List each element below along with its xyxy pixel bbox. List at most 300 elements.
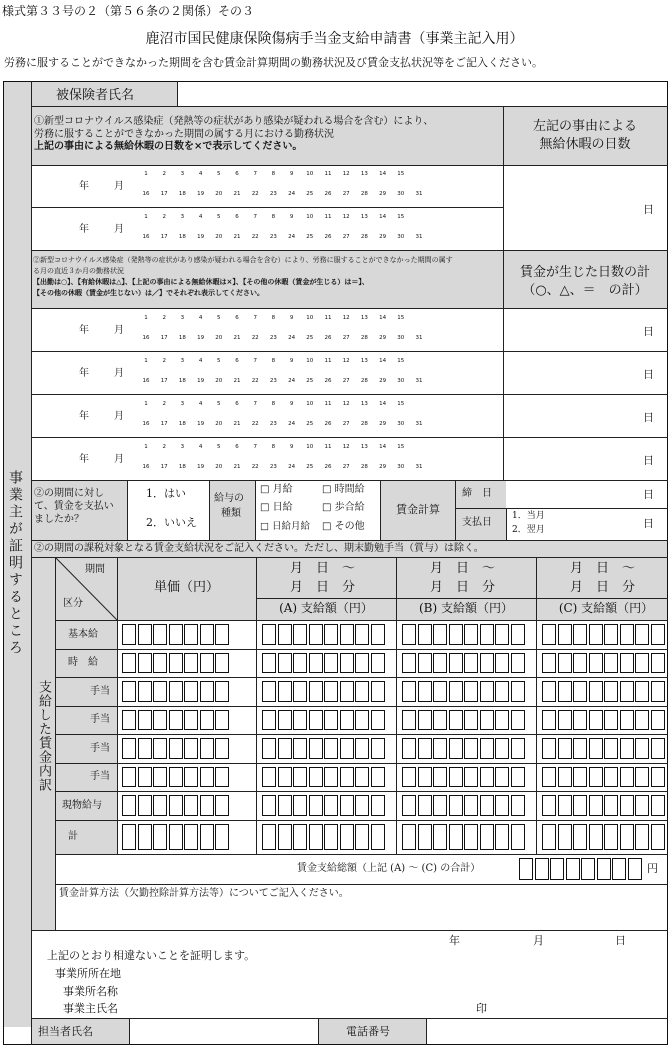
digit-box[interactable]: [418, 767, 432, 787]
day-number[interactable]: 16: [142, 463, 150, 470]
payment-yes[interactable]: 1．はい: [146, 487, 186, 500]
day-number[interactable]: 27: [342, 334, 350, 341]
digit-box[interactable]: [542, 624, 556, 645]
day-count-field[interactable]: [504, 352, 640, 393]
digit-box[interactable]: [542, 795, 556, 816]
day-number[interactable]: 29: [379, 191, 387, 197]
day-number[interactable]: 25: [306, 191, 314, 197]
digit-box[interactable]: [495, 795, 509, 816]
day-number[interactable]: 2: [162, 357, 166, 364]
opt-other-checkbox[interactable]: □ その他: [322, 521, 365, 532]
day-number[interactable]: 17: [160, 463, 168, 470]
day-number[interactable]: 22: [251, 463, 259, 470]
day-number[interactable]: 28: [360, 233, 368, 240]
digit-box[interactable]: [340, 767, 354, 787]
digit-box[interactable]: [215, 738, 229, 759]
opt-monthly-checkbox[interactable]: □ 月給: [260, 484, 293, 495]
digit-box[interactable]: [278, 767, 292, 787]
day-number[interactable]: 20: [215, 334, 223, 341]
digit-box[interactable]: [480, 653, 494, 673]
day-number[interactable]: 3: [180, 357, 185, 364]
day-number[interactable]: 10: [306, 357, 314, 364]
digit-box[interactable]: [153, 681, 167, 702]
digit-box[interactable]: [433, 710, 447, 730]
digit-box[interactable]: [402, 738, 416, 759]
digit-box[interactable]: [480, 681, 494, 702]
day-number[interactable]: 1: [144, 400, 148, 407]
staff-name-field[interactable]: [130, 1019, 317, 1044]
digit-box[interactable]: [418, 710, 432, 730]
day-number[interactable]: 6: [235, 314, 239, 321]
day-number[interactable]: 18: [178, 191, 186, 197]
digit-box[interactable]: [589, 710, 603, 730]
day-number[interactable]: 11: [324, 443, 332, 450]
digit-box[interactable]: [542, 824, 556, 850]
day-number[interactable]: 26: [324, 233, 332, 240]
digit-box[interactable]: [511, 710, 525, 730]
digit-box[interactable]: [558, 681, 572, 702]
digit-box[interactable]: [278, 824, 292, 850]
digit-box[interactable]: [293, 653, 307, 673]
digit-box[interactable]: [355, 681, 369, 702]
digit-box[interactable]: [480, 767, 494, 787]
digit-box[interactable]: [511, 681, 525, 702]
digit-box[interactable]: [402, 653, 416, 673]
day-number[interactable]: 23: [269, 377, 277, 384]
day-number[interactable]: 23: [269, 233, 277, 240]
digit-box[interactable]: [355, 738, 369, 759]
digit-box[interactable]: [122, 738, 136, 759]
day-number[interactable]: 15: [397, 314, 405, 321]
digit-box[interactable]: [122, 710, 136, 730]
digit-box[interactable]: [589, 738, 603, 759]
digit-box[interactable]: [511, 738, 525, 759]
digit-box[interactable]: [464, 653, 478, 673]
calendar-row[interactable]: [32, 165, 502, 207]
day-number[interactable]: 5: [217, 443, 221, 450]
day-number[interactable]: 1: [144, 171, 148, 177]
digit-box[interactable]: [355, 795, 369, 816]
day-number[interactable]: 26: [324, 334, 332, 341]
day-number[interactable]: 1: [144, 443, 148, 450]
digit-box[interactable]: [169, 767, 183, 787]
day-number[interactable]: 11: [324, 357, 332, 364]
day-number[interactable]: 29: [379, 377, 387, 384]
digit-box[interactable]: [589, 795, 603, 816]
day-number[interactable]: 11: [324, 213, 332, 220]
digit-box[interactable]: [278, 624, 292, 645]
digit-box[interactable]: [620, 681, 634, 702]
day-number[interactable]: 3: [180, 443, 185, 450]
day-number[interactable]: 29: [379, 420, 387, 427]
day-number[interactable]: 17: [160, 191, 168, 197]
digit-box[interactable]: [464, 824, 478, 850]
day-number[interactable]: 20: [215, 191, 223, 197]
calendar-row[interactable]: [32, 351, 502, 394]
day-number[interactable]: 17: [160, 334, 168, 341]
day-number[interactable]: 4: [198, 400, 203, 407]
digit-box[interactable]: [153, 824, 167, 850]
digit-box[interactable]: [449, 738, 463, 759]
digit-box[interactable]: [153, 767, 167, 787]
day-number[interactable]: 18: [178, 334, 186, 341]
day-count-field[interactable]: [504, 166, 640, 249]
day-number[interactable]: 31: [415, 233, 423, 240]
digit-box[interactable]: [371, 653, 385, 673]
day-number[interactable]: 11: [324, 171, 332, 177]
day-number[interactable]: 26: [324, 463, 332, 470]
digit-box[interactable]: [200, 624, 214, 645]
digit-box[interactable]: [620, 738, 634, 759]
digit-box[interactable]: [480, 824, 494, 850]
day-number[interactable]: 14: [379, 357, 387, 364]
day-number[interactable]: 28: [360, 334, 368, 341]
digit-box[interactable]: [558, 795, 572, 816]
digit-box[interactable]: [169, 710, 183, 730]
digit-box[interactable]: [184, 824, 198, 850]
digit-box[interactable]: [371, 710, 385, 730]
day-number[interactable]: 4: [198, 213, 203, 220]
digit-box[interactable]: [371, 681, 385, 702]
day-number[interactable]: 23: [269, 420, 277, 427]
digit-box[interactable]: [542, 710, 556, 730]
digit-box[interactable]: [651, 653, 665, 673]
digit-box[interactable]: [200, 710, 214, 730]
day-number[interactable]: 21: [233, 420, 241, 427]
digit-box[interactable]: [371, 624, 385, 645]
digit-box[interactable]: [278, 738, 292, 759]
day-number[interactable]: 1: [144, 357, 148, 364]
digit-box[interactable]: [495, 738, 509, 759]
day-number[interactable]: 9: [289, 213, 294, 220]
day-number[interactable]: 15: [397, 171, 405, 177]
day-number[interactable]: 5: [217, 400, 221, 407]
day-number[interactable]: 1: [144, 213, 148, 220]
day-number[interactable]: 2: [162, 213, 166, 220]
day-number[interactable]: 15: [397, 213, 405, 220]
day-number[interactable]: 9: [289, 443, 294, 450]
digit-box[interactable]: [262, 624, 276, 645]
digit-box[interactable]: [495, 653, 509, 673]
calendar-row[interactable]: [32, 207, 502, 250]
digit-box[interactable]: [184, 795, 198, 816]
digit-box[interactable]: [464, 767, 478, 787]
day-number[interactable]: 2: [162, 314, 166, 321]
digit-box[interactable]: [620, 795, 634, 816]
digit-box[interactable]: [200, 767, 214, 787]
day-number[interactable]: 9: [289, 357, 294, 364]
day-number[interactable]: 13: [360, 213, 368, 220]
digit-box[interactable]: [184, 738, 198, 759]
day-number[interactable]: 8: [271, 357, 276, 364]
day-number[interactable]: 16: [142, 377, 150, 384]
this-month-option[interactable]: 1．当月: [512, 511, 545, 521]
digit-box[interactable]: [480, 738, 494, 759]
day-number[interactable]: 7: [253, 171, 257, 177]
digit-box[interactable]: [573, 795, 587, 816]
opt-daily-checkbox[interactable]: □ 日給: [260, 502, 293, 513]
day-number[interactable]: 31: [415, 334, 423, 341]
digit-box[interactable]: [542, 767, 556, 787]
digit-box[interactable]: [278, 681, 292, 702]
day-number[interactable]: 13: [360, 171, 368, 177]
digit-box[interactable]: [200, 795, 214, 816]
day-number[interactable]: 8: [271, 314, 276, 321]
digit-box[interactable]: [573, 681, 587, 702]
digit-box[interactable]: [604, 767, 618, 787]
digit-box[interactable]: [464, 624, 478, 645]
day-number[interactable]: 19: [197, 463, 205, 470]
digit-box[interactable]: [215, 624, 229, 645]
method-field[interactable]: [56, 902, 666, 929]
digit-box[interactable]: [573, 653, 587, 673]
digit-box[interactable]: [324, 824, 338, 850]
day-number[interactable]: 26: [324, 420, 332, 427]
day-number[interactable]: 4: [198, 314, 203, 321]
day-number[interactable]: 6: [235, 213, 239, 220]
digit-box[interactable]: [153, 710, 167, 730]
digit-box[interactable]: [138, 681, 152, 702]
digit-box[interactable]: [480, 795, 494, 816]
day-number[interactable]: 8: [271, 400, 276, 407]
day-number[interactable]: 22: [251, 191, 259, 197]
day-number[interactable]: 21: [233, 377, 241, 384]
digit-box[interactable]: [635, 624, 649, 645]
day-number[interactable]: 26: [324, 377, 332, 384]
day-number[interactable]: 15: [397, 357, 405, 364]
day-number[interactable]: 16: [142, 233, 150, 240]
day-number[interactable]: 30: [397, 233, 405, 240]
digit-box[interactable]: [262, 738, 276, 759]
digit-box[interactable]: [309, 824, 323, 850]
digit-box[interactable]: [418, 653, 432, 673]
digit-box[interactable]: [620, 624, 634, 645]
day-number[interactable]: 24: [288, 191, 296, 197]
digit-box[interactable]: [558, 738, 572, 759]
digit-box[interactable]: [651, 681, 665, 702]
day-number[interactable]: 28: [360, 377, 368, 384]
digit-box[interactable]: [138, 824, 152, 850]
digit-box[interactable]: [324, 767, 338, 787]
digit-box[interactable]: [355, 710, 369, 730]
digit-box[interactable]: [651, 824, 665, 850]
day-number[interactable]: 2: [162, 400, 166, 407]
digit-box[interactable]: [449, 795, 463, 816]
digit-box[interactable]: [604, 624, 618, 645]
digit-box[interactable]: [635, 653, 649, 673]
digit-box[interactable]: [651, 767, 665, 787]
day-number[interactable]: 7: [253, 400, 257, 407]
digit-box[interactable]: [309, 795, 323, 816]
digit-box[interactable]: [402, 624, 416, 645]
digit-box[interactable]: [138, 653, 152, 673]
day-number[interactable]: 30: [397, 463, 405, 470]
digit-box[interactable]: [604, 653, 618, 673]
phone-field[interactable]: [427, 1019, 666, 1044]
day-number[interactable]: 21: [233, 233, 241, 240]
day-number[interactable]: 5: [217, 357, 221, 364]
digit-box[interactable]: [153, 653, 167, 673]
digit-box[interactable]: [355, 624, 369, 645]
day-number[interactable]: 23: [269, 191, 277, 197]
day-number[interactable]: 5: [217, 314, 221, 321]
digit-box[interactable]: [278, 795, 292, 816]
day-number[interactable]: 3: [180, 314, 185, 321]
day-number[interactable]: 13: [360, 357, 368, 364]
total-digit-box[interactable]: [535, 858, 549, 880]
day-number[interactable]: 22: [251, 334, 259, 341]
digit-box[interactable]: [184, 681, 198, 702]
digit-box[interactable]: [635, 681, 649, 702]
digit-box[interactable]: [495, 767, 509, 787]
day-number[interactable]: 12: [342, 314, 350, 321]
day-number[interactable]: 9: [289, 400, 294, 407]
total-digit-box[interactable]: [566, 858, 580, 880]
digit-box[interactable]: [184, 653, 198, 673]
digit-box[interactable]: [324, 738, 338, 759]
digit-box[interactable]: [589, 624, 603, 645]
day-number[interactable]: 24: [288, 334, 296, 341]
digit-box[interactable]: [495, 824, 509, 850]
day-number[interactable]: 30: [397, 191, 405, 197]
digit-box[interactable]: [122, 653, 136, 673]
digit-box[interactable]: [262, 710, 276, 730]
day-number[interactable]: 6: [235, 357, 239, 364]
digit-box[interactable]: [340, 738, 354, 759]
digit-box[interactable]: [620, 710, 634, 730]
day-number[interactable]: 17: [160, 420, 168, 427]
day-number[interactable]: 22: [251, 377, 259, 384]
digit-box[interactable]: [262, 653, 276, 673]
digit-box[interactable]: [293, 738, 307, 759]
day-number[interactable]: 18: [178, 377, 186, 384]
digit-box[interactable]: [589, 824, 603, 850]
digit-box[interactable]: [169, 653, 183, 673]
day-number[interactable]: 20: [215, 420, 223, 427]
day-number[interactable]: 28: [360, 191, 368, 197]
day-number[interactable]: 7: [253, 443, 257, 450]
digit-box[interactable]: [604, 795, 618, 816]
digit-box[interactable]: [573, 738, 587, 759]
digit-box[interactable]: [449, 624, 463, 645]
digit-box[interactable]: [122, 824, 136, 850]
digit-box[interactable]: [184, 710, 198, 730]
day-number[interactable]: 21: [233, 463, 241, 470]
digit-box[interactable]: [449, 824, 463, 850]
digit-box[interactable]: [215, 824, 229, 850]
digit-box[interactable]: [620, 653, 634, 673]
day-number[interactable]: 15: [397, 400, 405, 407]
digit-box[interactable]: [340, 824, 354, 850]
digit-box[interactable]: [511, 824, 525, 850]
digit-box[interactable]: [293, 824, 307, 850]
digit-box[interactable]: [620, 824, 634, 850]
digit-box[interactable]: [480, 710, 494, 730]
day-number[interactable]: 19: [197, 420, 205, 427]
day-number[interactable]: 29: [379, 233, 387, 240]
digit-box[interactable]: [635, 824, 649, 850]
digit-box[interactable]: [511, 624, 525, 645]
digit-box[interactable]: [589, 653, 603, 673]
day-number[interactable]: 11: [324, 314, 332, 321]
digit-box[interactable]: [651, 624, 665, 645]
digit-box[interactable]: [433, 824, 447, 850]
digit-box[interactable]: [371, 767, 385, 787]
digit-box[interactable]: [495, 710, 509, 730]
digit-box[interactable]: [433, 681, 447, 702]
day-number[interactable]: 1: [144, 314, 148, 321]
day-number[interactable]: 7: [253, 357, 257, 364]
day-number[interactable]: 9: [289, 171, 294, 177]
day-number[interactable]: 30: [397, 377, 405, 384]
payment-no[interactable]: 2．いいえ: [146, 516, 197, 529]
digit-box[interactable]: [651, 710, 665, 730]
digit-box[interactable]: [651, 795, 665, 816]
day-number[interactable]: 3: [180, 400, 185, 407]
day-number[interactable]: 25: [306, 463, 314, 470]
day-number[interactable]: 10: [306, 443, 314, 450]
total-digit-box[interactable]: [628, 858, 642, 880]
digit-box[interactable]: [262, 795, 276, 816]
day-number[interactable]: 14: [379, 171, 387, 177]
digit-box[interactable]: [635, 738, 649, 759]
digit-box[interactable]: [371, 738, 385, 759]
digit-box[interactable]: [324, 681, 338, 702]
day-number[interactable]: 23: [269, 463, 277, 470]
day-number[interactable]: 27: [342, 233, 350, 240]
digit-box[interactable]: [200, 738, 214, 759]
digit-box[interactable]: [433, 738, 447, 759]
day-number[interactable]: 7: [253, 314, 257, 321]
day-number[interactable]: 30: [397, 420, 405, 427]
day-number[interactable]: 17: [160, 377, 168, 384]
digit-box[interactable]: [464, 681, 478, 702]
day-number[interactable]: 13: [360, 443, 368, 450]
day-count-field[interactable]: [504, 309, 640, 350]
digit-box[interactable]: [278, 653, 292, 673]
day-count-field[interactable]: [504, 438, 640, 479]
digit-box[interactable]: [200, 681, 214, 702]
digit-box[interactable]: [464, 710, 478, 730]
digit-box[interactable]: [200, 824, 214, 850]
digit-box[interactable]: [324, 795, 338, 816]
day-number[interactable]: 19: [197, 233, 205, 240]
digit-box[interactable]: [495, 624, 509, 645]
digit-box[interactable]: [418, 824, 432, 850]
digit-box[interactable]: [122, 767, 136, 787]
day-number[interactable]: 28: [360, 420, 368, 427]
day-number[interactable]: 20: [215, 233, 223, 240]
digit-box[interactable]: [371, 795, 385, 816]
digit-box[interactable]: [558, 710, 572, 730]
day-number[interactable]: 3: [180, 213, 185, 220]
day-number[interactable]: 14: [379, 443, 387, 450]
day-number[interactable]: 10: [306, 400, 314, 407]
day-number[interactable]: 24: [288, 377, 296, 384]
digit-box[interactable]: [589, 767, 603, 787]
day-number[interactable]: 27: [342, 463, 350, 470]
digit-box[interactable]: [433, 767, 447, 787]
digit-box[interactable]: [184, 767, 198, 787]
day-number[interactable]: 23: [269, 334, 277, 341]
day-number[interactable]: 16: [142, 420, 150, 427]
day-number[interactable]: 12: [342, 213, 350, 220]
day-number[interactable]: 31: [415, 191, 423, 197]
day-number[interactable]: 21: [233, 191, 241, 197]
digit-box[interactable]: [449, 710, 463, 730]
digit-box[interactable]: [635, 767, 649, 787]
day-number[interactable]: 29: [379, 463, 387, 470]
